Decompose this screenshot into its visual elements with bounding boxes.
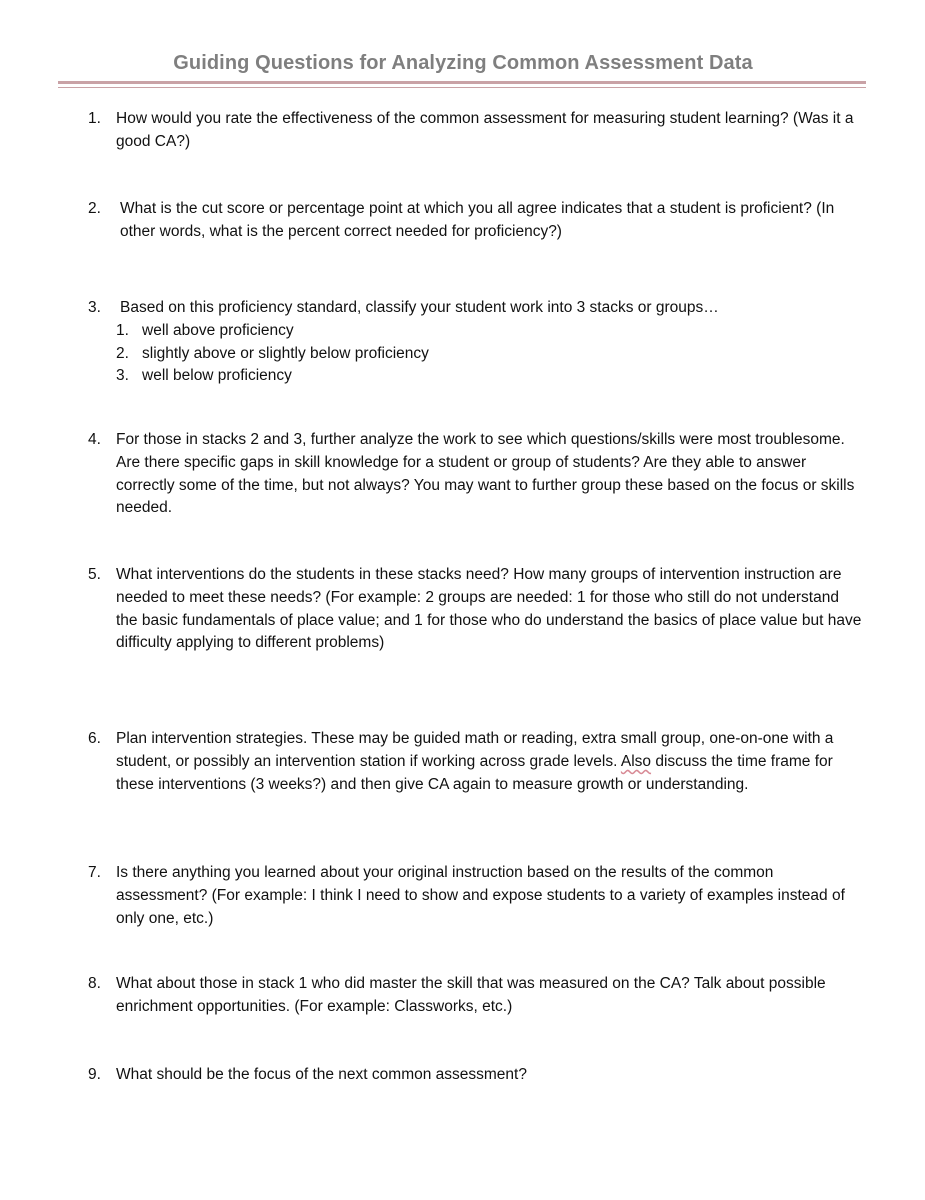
sub-list-item xyxy=(116,343,863,366)
sub-item-text: slightly above or slightly below proficiency xyxy=(142,344,429,362)
question-text: What interventions do the students in these stacks need? How many groups of intervention instruction are needed to meet these needs? (For example: 2 groups are needed: 1 for those who still do not understand the basic fundamentals of place value; and 1 for those who do understand the basics of place value but have difficulty applying to different problems) xyxy=(116,566,862,652)
question-number: 1. xyxy=(88,110,101,127)
question-9 xyxy=(88,1064,863,1087)
question-text: How would you rate the effectiveness of the common assessment for measuring student learning? (Was it a good CA?) xyxy=(116,110,854,150)
question-1 xyxy=(88,108,863,154)
question-text: Based on this proficiency standard, classify your student work into 3 stacks or groups… xyxy=(120,299,719,316)
question-number: 4. xyxy=(88,431,101,448)
question-4 xyxy=(88,429,863,520)
sub-list-item xyxy=(116,365,863,388)
title-rule-thick xyxy=(58,81,866,84)
question-number: 2. xyxy=(88,200,101,217)
question-6 xyxy=(88,728,863,796)
sub-item-number: 2. xyxy=(116,344,129,362)
question-text: What about those in stack 1 who did master the skill that was measured on the CA? Talk about possible enrichment opportunities. (For example: Classworks, etc.) xyxy=(116,975,826,1015)
question-text: What should be the focus of the next common assessment? xyxy=(116,1066,527,1083)
question-number: 6. xyxy=(88,730,101,747)
spellcheck-flagged-word: Also xyxy=(620,752,652,770)
sub-item-text: well above proficiency xyxy=(142,321,294,339)
question-7 xyxy=(88,862,863,930)
question-3 xyxy=(88,297,863,388)
question-text: What is the cut score or percentage point at which you all agree indicates that a student is proficient? (In other words, what is the percent correct needed for proficiency?) xyxy=(120,200,835,240)
question-5 xyxy=(88,564,863,655)
question-number: 3. xyxy=(88,299,101,316)
question-text: For those in stacks 2 and 3, further analyze the work to see which questions/skills were most troublesome. Are there specific gaps in skill knowledge for a student or group of students? Are they able to answer correctly some of the time, but not always? You may want to further group these based on the focus or skills needed. xyxy=(116,431,855,517)
question-text-part: Plan intervention strategies. These may be guided math or reading, extra small group, one-on-one with a student, or possibly an intervention station if working across grade levels. xyxy=(116,730,834,770)
sub-item-number: 3. xyxy=(116,367,129,385)
question-2 xyxy=(88,198,863,244)
question-number: 5. xyxy=(88,566,101,583)
document-title: Guiding Questions for Analyzing Common Assessment Data xyxy=(173,52,753,74)
question-text: Is there anything you learned about your original instruction based on the results of the common assessment? (For example: I think I need to show and expose students to a variety of examples instead of only one, etc.) xyxy=(116,864,845,927)
title-rule-thin xyxy=(58,87,866,88)
question-number: 8. xyxy=(88,975,101,992)
question-number: 7. xyxy=(88,864,101,881)
question-number: 9. xyxy=(88,1066,101,1083)
question-text xyxy=(116,728,863,796)
sub-item-number: 1. xyxy=(116,321,129,339)
question-text-part: discuss the time frame for these interventions (3 weeks?) and then give CA again to measure growth or understanding. xyxy=(116,752,833,793)
sub-item-text: well below proficiency xyxy=(142,367,292,385)
sub-list-item xyxy=(116,320,863,343)
question-8 xyxy=(88,973,863,1019)
